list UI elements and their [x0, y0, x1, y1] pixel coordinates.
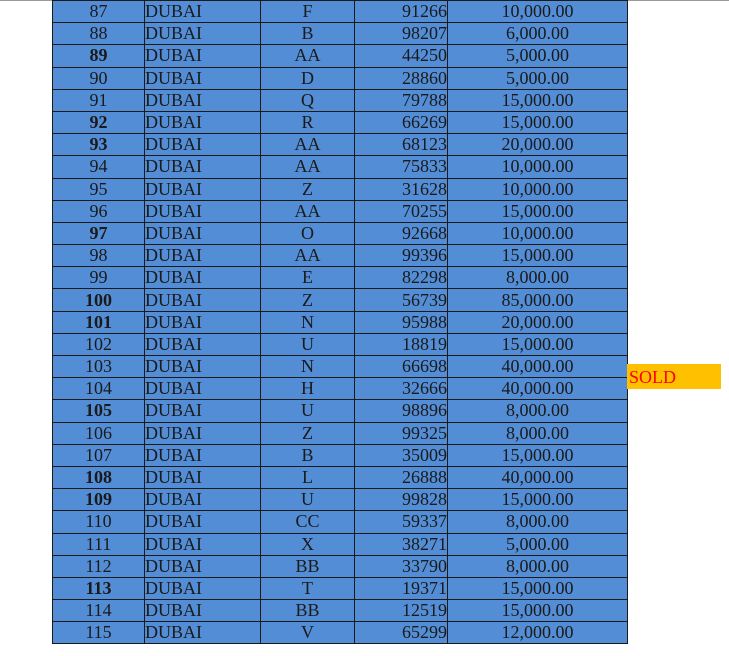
city-cell: DUBAI [145, 1, 261, 23]
row-number-cell: 100 [53, 289, 145, 311]
plate-listing-sheet [52, 0, 628, 644]
city-cell: DUBAI [145, 444, 261, 466]
city-cell: DUBAI [145, 111, 261, 133]
table-row [53, 89, 628, 111]
row-number-cell: 103 [53, 356, 145, 378]
row-number-cell: 92 [53, 111, 145, 133]
city-cell: DUBAI [145, 422, 261, 444]
plate-number-cell: 99828 [355, 489, 448, 511]
price-cell: 10,000.00 [448, 1, 628, 23]
row-number-cell: 112 [53, 555, 145, 577]
price-cell: 8,000.00 [448, 511, 628, 533]
plate-code-cell: X [261, 533, 355, 555]
plate-number-cell: 59337 [355, 511, 448, 533]
price-cell: 10,000.00 [448, 222, 628, 244]
table-row [53, 45, 628, 67]
plate-code-cell: B [261, 444, 355, 466]
table-row [53, 134, 628, 156]
plate-number-cell: 65299 [355, 622, 448, 644]
table-row [53, 156, 628, 178]
price-cell: 15,000.00 [448, 489, 628, 511]
table-row [53, 245, 628, 267]
plate-code-cell: Q [261, 89, 355, 111]
city-cell: DUBAI [145, 356, 261, 378]
city-cell: DUBAI [145, 489, 261, 511]
plate-number-cell: 91266 [355, 1, 448, 23]
plate-code-cell: BB [261, 600, 355, 622]
table-row [53, 600, 628, 622]
plate-number-cell: 32666 [355, 378, 448, 400]
plate-number-cell: 19371 [355, 577, 448, 599]
plate-number-cell: 98896 [355, 400, 448, 422]
row-number-cell: 110 [53, 511, 145, 533]
plate-number-cell: 70255 [355, 200, 448, 222]
row-number-cell: 113 [53, 577, 145, 599]
table-row [53, 378, 628, 400]
row-number-cell: 107 [53, 444, 145, 466]
city-cell: DUBAI [145, 245, 261, 267]
plate-code-cell: F [261, 1, 355, 23]
price-cell: 15,000.00 [448, 111, 628, 133]
row-number-cell: 95 [53, 178, 145, 200]
plate-number-cell: 31628 [355, 178, 448, 200]
row-number-cell: 91 [53, 89, 145, 111]
city-cell: DUBAI [145, 378, 261, 400]
city-cell: DUBAI [145, 156, 261, 178]
sold-badge: SOLD [627, 364, 721, 389]
table-row [53, 466, 628, 488]
table-row [53, 577, 628, 599]
city-cell: DUBAI [145, 555, 261, 577]
row-number-cell: 96 [53, 200, 145, 222]
price-cell: 5,000.00 [448, 67, 628, 89]
plate-number-cell: 12519 [355, 600, 448, 622]
price-cell: 15,000.00 [448, 333, 628, 355]
table-row [53, 311, 628, 333]
plate-number-cell: 75833 [355, 156, 448, 178]
city-cell: DUBAI [145, 267, 261, 289]
city-cell: DUBAI [145, 89, 261, 111]
plate-number-cell: 66698 [355, 356, 448, 378]
row-number-cell: 106 [53, 422, 145, 444]
price-cell: 8,000.00 [448, 555, 628, 577]
table-row [53, 111, 628, 133]
table-row [53, 444, 628, 466]
plate-number-cell: 38271 [355, 533, 448, 555]
plate-code-cell: H [261, 378, 355, 400]
price-cell: 6,000.00 [448, 23, 628, 45]
price-cell: 40,000.00 [448, 356, 628, 378]
row-number-cell: 90 [53, 67, 145, 89]
price-cell: 40,000.00 [448, 466, 628, 488]
plate-code-cell: O [261, 222, 355, 244]
plate-code-cell: U [261, 489, 355, 511]
plate-rows [53, 1, 628, 644]
price-cell: 5,000.00 [448, 533, 628, 555]
row-number-cell: 108 [53, 466, 145, 488]
table-row [53, 555, 628, 577]
plate-number-cell: 92668 [355, 222, 448, 244]
price-cell: 15,000.00 [448, 600, 628, 622]
city-cell: DUBAI [145, 466, 261, 488]
city-cell: DUBAI [145, 200, 261, 222]
row-number-cell: 101 [53, 311, 145, 333]
plate-code-cell: CC [261, 511, 355, 533]
row-number-cell: 109 [53, 489, 145, 511]
table-row [53, 178, 628, 200]
table-row [53, 533, 628, 555]
city-cell: DUBAI [145, 600, 261, 622]
row-number-cell: 104 [53, 378, 145, 400]
plate-number-cell: 28860 [355, 67, 448, 89]
plate-number-cell: 82298 [355, 267, 448, 289]
city-cell: DUBAI [145, 622, 261, 644]
city-cell: DUBAI [145, 289, 261, 311]
city-cell: DUBAI [145, 400, 261, 422]
price-cell: 10,000.00 [448, 156, 628, 178]
price-cell: 8,000.00 [448, 267, 628, 289]
table-row [53, 622, 628, 644]
table-row [53, 511, 628, 533]
plate-code-cell: D [261, 67, 355, 89]
plate-number-cell: 68123 [355, 134, 448, 156]
plate-code-cell: L [261, 466, 355, 488]
row-number-cell: 94 [53, 156, 145, 178]
plate-code-cell: AA [261, 156, 355, 178]
plate-number-cell: 95988 [355, 311, 448, 333]
plate-number-cell: 35009 [355, 444, 448, 466]
row-number-cell: 114 [53, 600, 145, 622]
price-cell: 85,000.00 [448, 289, 628, 311]
table-row [53, 1, 628, 23]
plate-code-cell: Z [261, 422, 355, 444]
plate-code-cell: T [261, 577, 355, 599]
price-cell: 20,000.00 [448, 134, 628, 156]
plate-number-cell: 56739 [355, 289, 448, 311]
plate-code-cell: AA [261, 134, 355, 156]
row-number-cell: 89 [53, 45, 145, 67]
row-number-cell: 93 [53, 134, 145, 156]
plate-code-cell: R [261, 111, 355, 133]
price-cell: 10,000.00 [448, 178, 628, 200]
price-cell: 15,000.00 [448, 444, 628, 466]
table-row [53, 400, 628, 422]
plate-number-cell: 33790 [355, 555, 448, 577]
table-row [53, 267, 628, 289]
plate-number-cell: 98207 [355, 23, 448, 45]
row-number-cell: 111 [53, 533, 145, 555]
plate-listing-table [52, 0, 628, 644]
plate-code-cell: B [261, 23, 355, 45]
price-cell: 5,000.00 [448, 45, 628, 67]
plate-number-cell: 44250 [355, 45, 448, 67]
plate-code-cell: BB [261, 555, 355, 577]
table-row [53, 489, 628, 511]
price-cell: 40,000.00 [448, 378, 628, 400]
price-cell: 8,000.00 [448, 422, 628, 444]
table-row [53, 356, 628, 378]
table-row [53, 222, 628, 244]
table-row [53, 333, 628, 355]
plate-number-cell: 99396 [355, 245, 448, 267]
plate-code-cell: AA [261, 45, 355, 67]
row-number-cell: 98 [53, 245, 145, 267]
plate-number-cell: 18819 [355, 333, 448, 355]
price-cell: 20,000.00 [448, 311, 628, 333]
price-cell: 12,000.00 [448, 622, 628, 644]
plate-code-cell: AA [261, 245, 355, 267]
plate-code-cell: Z [261, 289, 355, 311]
price-cell: 15,000.00 [448, 89, 628, 111]
plate-number-cell: 66269 [355, 111, 448, 133]
table-row [53, 422, 628, 444]
plate-code-cell: V [261, 622, 355, 644]
plate-code-cell: U [261, 333, 355, 355]
row-number-cell: 97 [53, 222, 145, 244]
city-cell: DUBAI [145, 311, 261, 333]
table-row [53, 200, 628, 222]
price-cell: 15,000.00 [448, 200, 628, 222]
row-number-cell: 87 [53, 1, 145, 23]
city-cell: DUBAI [145, 333, 261, 355]
plate-number-cell: 99325 [355, 422, 448, 444]
city-cell: DUBAI [145, 577, 261, 599]
plate-number-cell: 79788 [355, 89, 448, 111]
row-number-cell: 115 [53, 622, 145, 644]
city-cell: DUBAI [145, 178, 261, 200]
row-number-cell: 105 [53, 400, 145, 422]
plate-code-cell: AA [261, 200, 355, 222]
table-row [53, 23, 628, 45]
row-number-cell: 102 [53, 333, 145, 355]
plate-code-cell: N [261, 356, 355, 378]
city-cell: DUBAI [145, 23, 261, 45]
price-cell: 15,000.00 [448, 577, 628, 599]
price-cell: 8,000.00 [448, 400, 628, 422]
city-cell: DUBAI [145, 45, 261, 67]
city-cell: DUBAI [145, 67, 261, 89]
plate-code-cell: U [261, 400, 355, 422]
row-number-cell: 88 [53, 23, 145, 45]
city-cell: DUBAI [145, 511, 261, 533]
city-cell: DUBAI [145, 222, 261, 244]
row-number-cell: 99 [53, 267, 145, 289]
plate-number-cell: 26888 [355, 466, 448, 488]
plate-code-cell: Z [261, 178, 355, 200]
table-row [53, 67, 628, 89]
city-cell: DUBAI [145, 134, 261, 156]
price-cell: 15,000.00 [448, 245, 628, 267]
city-cell: DUBAI [145, 533, 261, 555]
plate-code-cell: N [261, 311, 355, 333]
plate-code-cell: E [261, 267, 355, 289]
table-row [53, 289, 628, 311]
